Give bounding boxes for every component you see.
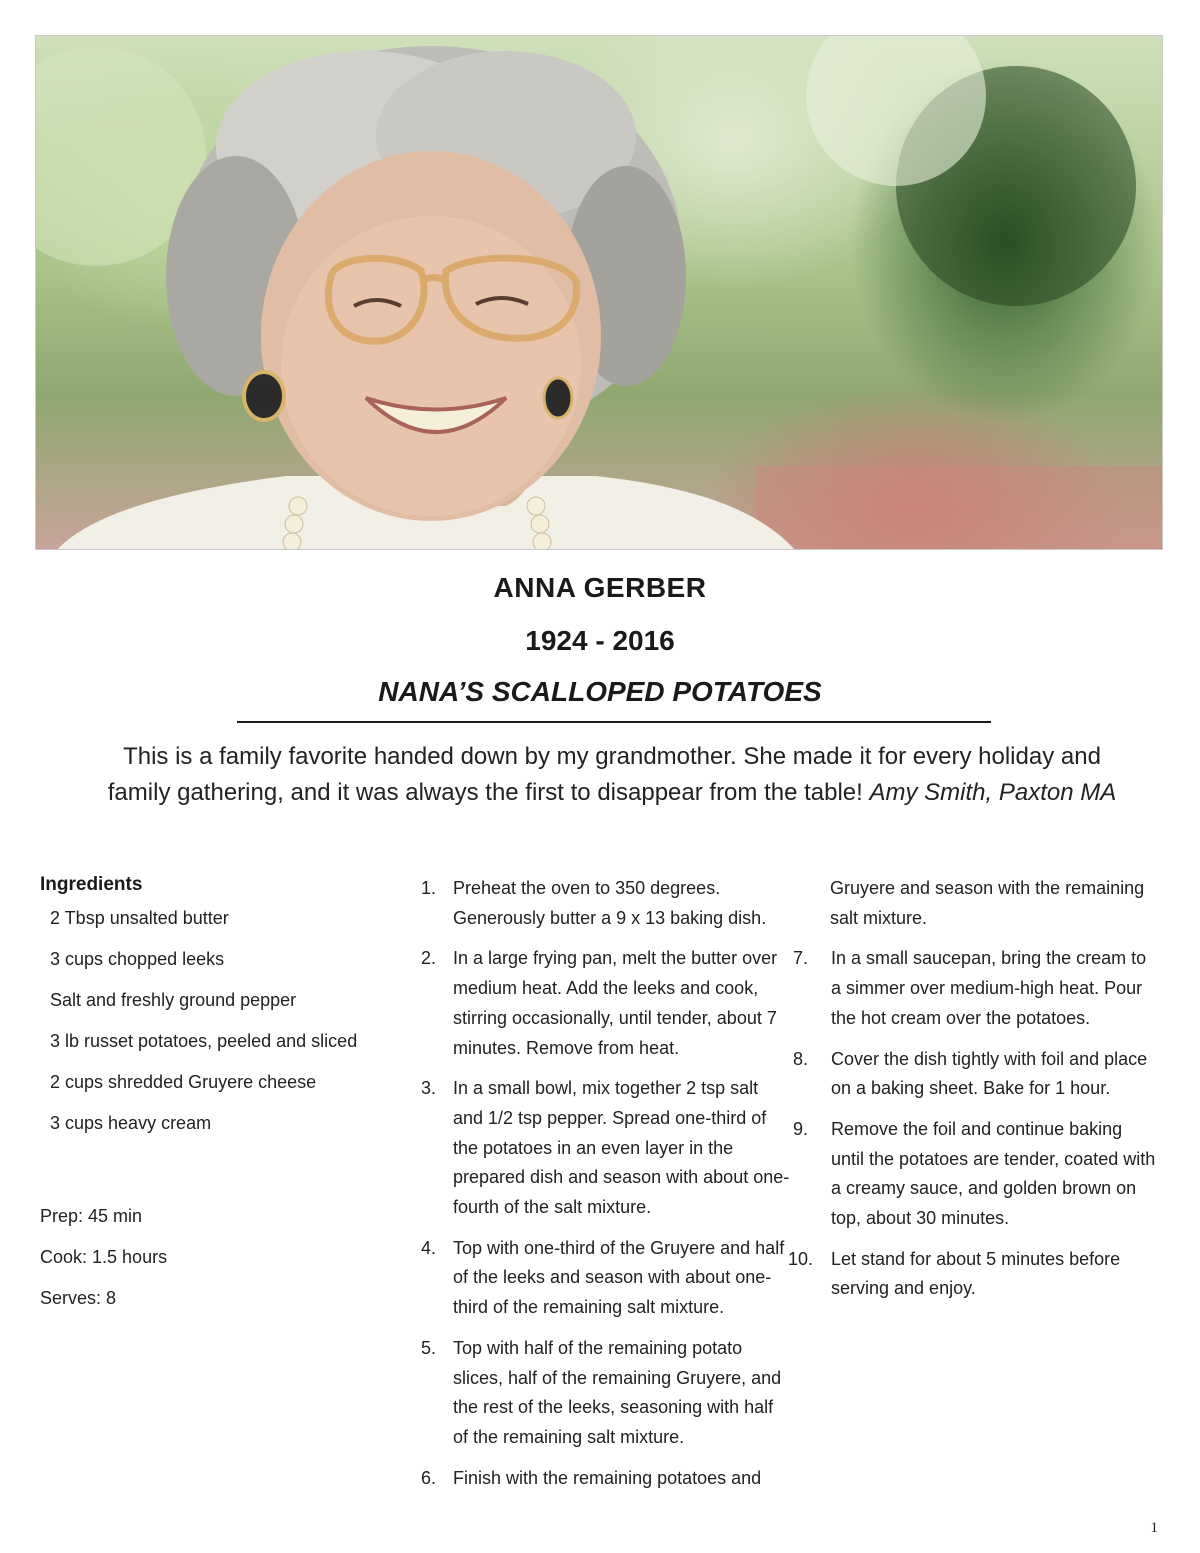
step-number: 4.	[420, 1237, 436, 1258]
prep-time: Prep: 45 min	[40, 1206, 143, 1226]
cook-time: Cook: 1.5 hours	[40, 1247, 168, 1267]
ingredient-item: 3 cups heavy cream	[50, 1113, 212, 1133]
person-name: ANNA GERBER	[493, 572, 707, 603]
ingredient-item: 2 cups shredded Gruyere cheese	[50, 1072, 317, 1092]
step-text: Let stand for about 5 minutes before serving and enjoy.	[831, 1248, 1121, 1299]
life-dates: 1924 - 2016	[525, 625, 675, 656]
step-number: 6.	[420, 1467, 436, 1488]
step-item	[788, 1115, 1160, 1234]
ingredient-item: 3 lb russet potatoes, peeled and sliced	[50, 1031, 358, 1051]
recipe-title: NANA’S SCALLOPED POTATOES	[378, 676, 822, 707]
ingredients-section	[40, 874, 390, 1152]
step-text: In a small saucepan, bring the cream to a simmer over medium-high heat. Pour the hot cream over the potatoes.	[831, 948, 1147, 1028]
intro-credit: Amy Smith, Paxton MA	[869, 779, 1117, 806]
title-divider	[237, 721, 991, 723]
step-item	[410, 1334, 790, 1453]
step-text: In a small bowl, mix together 2 tsp salt and 1/2 tsp pepper. Spread one-third of the potatoes in an even layer in the prepared dish and season with about one-fourth of the salt mixture.	[453, 1078, 790, 1218]
step-item	[410, 944, 790, 1063]
step-number: 7.	[792, 948, 808, 969]
step-number: 10.	[788, 1248, 814, 1269]
intro-paragraph	[100, 739, 1124, 811]
step-text: Preheat the oven to 350 degrees. Generously butter a 9 x 13 baking dish.	[453, 878, 767, 928]
step-text: Finish with the remaining potatoes and	[453, 1467, 762, 1488]
step-item	[410, 1464, 790, 1494]
portrait-photo	[35, 35, 1163, 550]
portrait-illustration	[36, 36, 1163, 550]
step-text: Remove the foil and continue baking until the potatoes are tender, coated with a creamy sauce, and golden brown on top, about 30 minutes.	[831, 1118, 1156, 1229]
ingredient-item: 3 cups chopped leeks	[50, 949, 225, 969]
step-item	[410, 874, 790, 933]
step-number: 8.	[792, 1048, 808, 1069]
step-number: 2.	[420, 948, 436, 969]
step-text: Top with one-third of the Gruyere and half of the leeks and season with about one-third of the remaining salt mixture.	[453, 1237, 785, 1318]
step-text: Top with half of the remaining potato slices, half of the remaining Gruyere, and the rest of the leeks, seasoning with half of the remaining salt mixture.	[453, 1337, 782, 1447]
step-number: 5.	[420, 1337, 436, 1358]
step-number: 9.	[792, 1118, 808, 1139]
ingredient-item: Salt and freshly ground pepper	[50, 990, 297, 1010]
ingredients-heading: Ingredients	[40, 874, 143, 895]
step-number: 1.	[420, 878, 436, 898]
step-continuation: Gruyere and season with the remaining salt mixture.	[830, 878, 1145, 928]
step-item	[788, 944, 1160, 1033]
step-item	[788, 1245, 1160, 1304]
step-text: In a large frying pan, melt the butter over medium heat. Add the leeks and cook, stirring occasionally, until tender, about 7 minutes. Remove from heat.	[453, 948, 778, 1058]
servings: Serves: 8	[40, 1288, 117, 1308]
page-number: 1	[1150, 1520, 1158, 1536]
recipe-meta	[40, 1204, 167, 1327]
step-item	[410, 1074, 790, 1223]
step-text: Cover the dish tightly with foil and place on a baking sheet. Bake for 1 hour.	[831, 1048, 1148, 1099]
ingredient-item: 2 Tbsp unsalted butter	[50, 908, 229, 928]
intro-text: This is a family favorite handed down by my grandmother. She made it for every holiday and family gathering, and it was always the first to disappear from the table!	[107, 743, 1101, 806]
ingredients-list	[40, 906, 390, 1152]
step-number: 3.	[420, 1078, 436, 1099]
steps-column-2	[788, 874, 1160, 1315]
steps-column-1	[410, 874, 790, 1504]
step-item	[410, 1234, 790, 1323]
step-item	[788, 1045, 1160, 1104]
